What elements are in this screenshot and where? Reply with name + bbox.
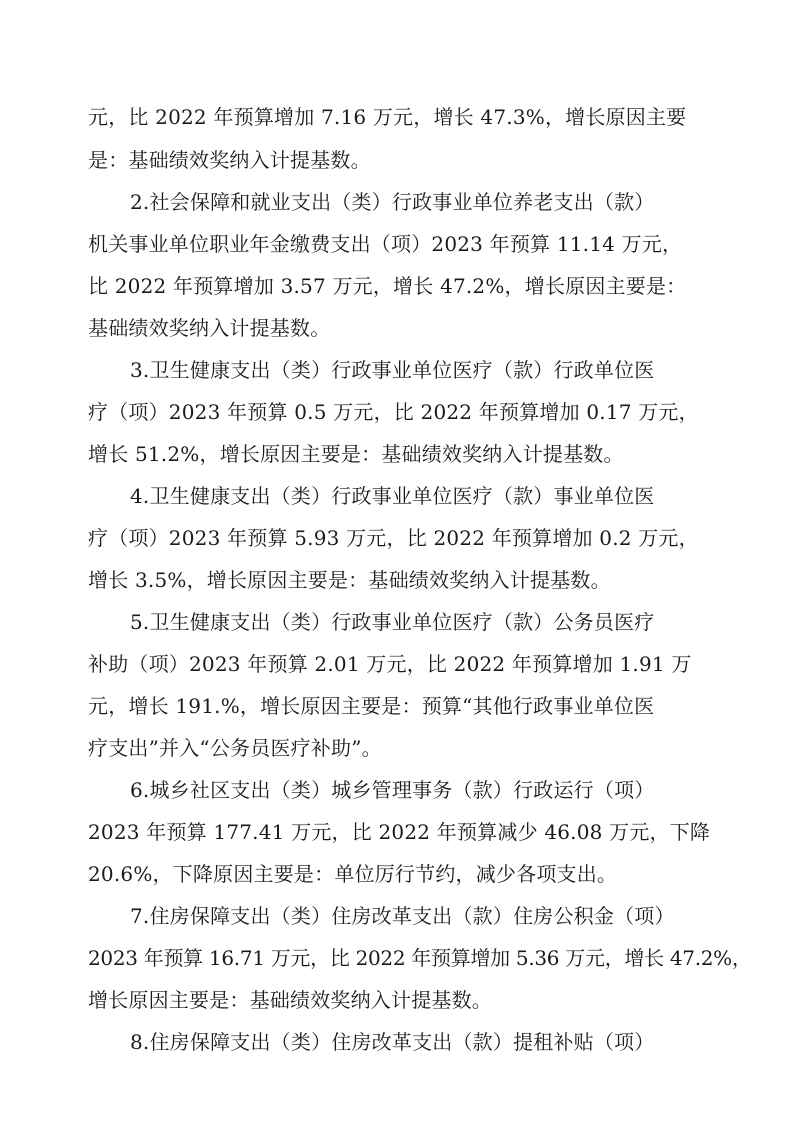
- paragraph-start: 8.住房保障支出（类）住房改革支出（款）提租补贴（项）: [130, 1030, 655, 1054]
- text-line: 比 2022 年预算增加 3.57 万元，增长 47.2%，增长原因主要是：: [88, 274, 687, 298]
- text-line: 20.6%，下降原因主要是：单位厉行节约，减少各项支出。: [88, 862, 618, 886]
- paragraph-start: 5.卫生健康支出（类）行政事业单位医疗（款）公务员医疗: [130, 610, 655, 634]
- text-line: 是：基础绩效奖纳入计提基数。: [88, 148, 371, 172]
- text-line: 增长 3.5%，增长原因主要是：基础绩效奖纳入计提基数。: [88, 568, 611, 592]
- text-line: 基础绩效奖纳入计提基数。: [88, 316, 331, 340]
- text-line: 增长 51.2%，增长原因主要是：基础绩效奖纳入计提基数。: [88, 442, 624, 466]
- paragraph-start: 4.卫生健康支出（类）行政事业单位医疗（款）事业单位医: [130, 484, 655, 508]
- text-line: 疗支出”并入“公务员医疗补助”。: [88, 736, 382, 760]
- paragraph-start: 6.城乡社区支出（类）城乡管理事务（款）行政运行（项）: [130, 778, 655, 802]
- text-line: 2023 年预算 177.41 万元，比 2022 年预算减少 46.08 万元，下降: [88, 820, 711, 844]
- paragraph-start: 3.卫生健康支出（类）行政事业单位医疗（款）行政单位医: [130, 358, 655, 382]
- text-line: 2023 年预算 16.71 万元，比 2022 年预算增加 5.36 万元，增长 47.2%，: [88, 946, 752, 970]
- text-line: 元，增长 191.%，增长原因主要是：预算“其他行政事业单位医: [88, 694, 655, 718]
- paragraph-start: 7.住房保障支出（类）住房改革支出（款）住房公积金（项）: [130, 904, 675, 928]
- text-line: 机关事业单位职业年金缴费支出（项）2023 年预算 11.14 万元，: [88, 232, 683, 256]
- text-line: 补助（项）2023 年预算 2.01 万元，比 2022 年预算增加 1.91 万: [88, 652, 692, 676]
- paragraph-start: 2.社会保障和就业支出（类）行政事业单位养老支出（款）: [130, 190, 655, 214]
- text-line: 疗（项）2023 年预算 0.5 万元，比 2022 年预算增加 0.17 万元，: [88, 400, 699, 424]
- text-line: 元，比 2022 年预算增加 7.16 万元，增长 47.3%，增长原因主要: [88, 105, 687, 129]
- text-line: 疗（项）2023 年预算 5.93 万元，比 2022 年预算增加 0.2 万元，: [88, 526, 699, 550]
- text-line: 增长原因主要是：基础绩效奖纳入计提基数。: [88, 988, 492, 1012]
